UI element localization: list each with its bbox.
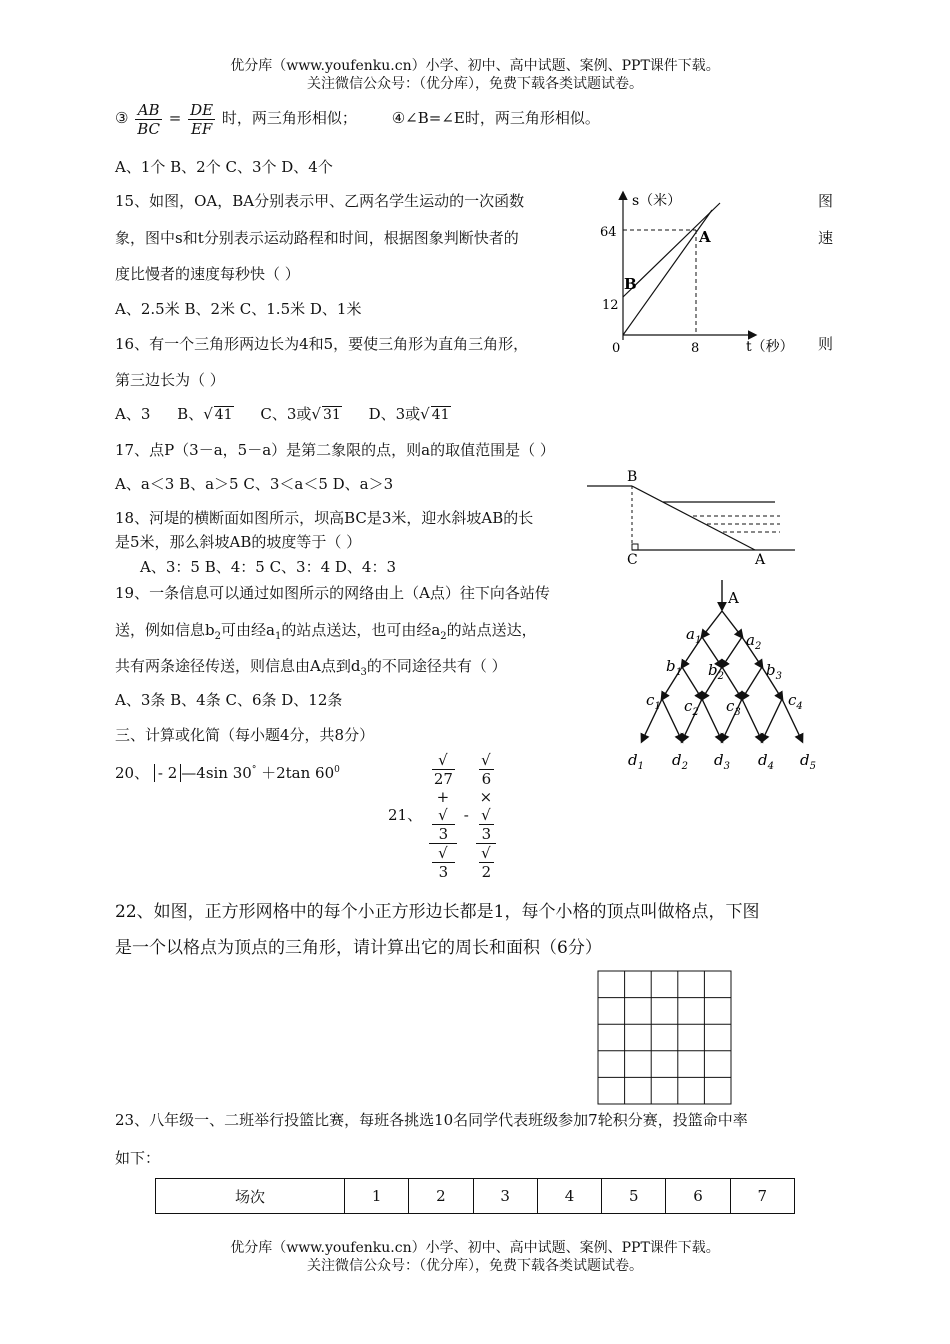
q15-line-1-tail: 图 [818,192,834,210]
node-b3: $b_3$ [766,661,782,682]
q21-fraction-2 [476,751,497,881]
q18-line-2: 是5米，那么斜坡AB的坡度等于（ ） [115,533,362,551]
node-d3: $d_3$ [714,751,730,772]
fraction-numerator [476,751,497,844]
q19-line-2 [115,620,537,647]
label-c: C [627,552,638,568]
q22-line-1: 22、如图，正方形网格中的每个小正方形边长都是1，每个小格的顶点叫做格点，下图 [115,902,760,922]
q20-expression [115,760,340,783]
fraction-denominator [476,844,497,881]
q14-item3-mark: ③ [115,109,129,127]
subscript: 1 [274,631,282,642]
fraction-numerator: AB [135,101,162,120]
fraction-ab-bc [135,101,162,138]
radicand: 27 [433,770,453,788]
text: 可由经a [220,621,275,639]
header-line-1: 优分库（www.youfenku.cn）小学、初中、高中试题、案例、PPT课件下载。 [230,58,720,74]
fraction-denominator: BC [137,119,161,138]
fraction-numerator [429,751,457,844]
sqrt-icon: √ [311,405,321,423]
network-diagram [620,575,830,780]
y-axis-label: s（米） [632,193,682,209]
section-3-title: 三、计算或化简（每小题4分，共8分） [115,726,375,744]
q16-line-1-tail: 则 [818,335,834,353]
footer-line-2: 关注微信公众号：（优分库），免费下载各类试题试卷。 [307,1258,643,1274]
q23-line-1: 23、八年级一、二班举行投篮比赛，每班各挑选10名同学代表班级参加7轮积分赛，投篮命中率 [115,1111,748,1129]
sqrt-icon: √ [438,844,448,862]
table-cell: 1 [345,1179,409,1214]
radicand: 3 [479,824,495,843]
q14-item3-tail: 时，两三角形相似； [221,109,357,127]
node-c4: $c_4$ [788,691,803,712]
minus: - [463,806,469,824]
subscript: 2 [440,631,447,642]
node-a-top: A [728,589,739,607]
table-cell: 7 [730,1179,794,1214]
table-row [156,1179,795,1214]
text: 共有两条途径传送，则信息由A点到d [115,657,361,675]
radicand: 31 [322,407,341,423]
q18-line-1: 18、河堤的横断面如图所示，坝高BC是3米，迎水斜坡AB的长 [115,509,534,527]
right-angle-mark [632,544,638,550]
radicand: 6 [479,769,495,788]
text: tan 60 [285,764,335,782]
q16-option-c: C、3或 [260,405,312,423]
sqrt-icon: √ [481,751,491,769]
node-b2: $b_2$ [708,661,724,682]
q17-options: A、a＜3 B、a＞5 C、3＜a＜5 D、a＞3 [115,475,394,493]
q19-line-1: 19、一条信息可以通过如图所示的网络由上（A点）往下向各站传 [115,584,550,602]
sqrt-icon: √ [481,844,491,862]
q15-options: A、2.5米 B、2米 C、1.5米 D、1米 [115,300,362,318]
q19-line-3 [115,656,507,683]
plus: + [436,788,450,806]
text: 送，例如信息b [115,621,215,639]
radicand: 2 [479,862,495,881]
node-c1: $c_1$ [646,691,661,712]
q15-line-2-tail: 速 [818,229,834,247]
q22-line-2: 是一个以格点为顶点的三角形，请计算出它的周长和面积（6分） [115,938,602,958]
q16-option-d: D、3或 [368,405,421,423]
q21-label: 21、 [388,806,423,824]
fraction-numerator: DE [190,100,214,119]
node-d1: $d_1$ [628,751,644,772]
point-a-label: A [699,228,711,246]
x-tick-8: 8 [691,341,700,356]
degree-icon: ° [251,765,257,775]
sqrt-icon: √ [438,806,448,824]
sqrt-icon: √ [203,405,213,423]
subscript: 3 [360,667,367,678]
label-a: A [755,552,766,568]
radicand: 41 [431,407,450,423]
q19-options: A、3条 B、4条 C、6条 D、12条 [115,691,343,709]
degree-superscript: 0 [334,765,340,775]
table-cell: 6 [666,1179,730,1214]
q15-line-2: 象，图中s和t分别表示运动路程和时间，根据图象判断快者的 [115,229,519,247]
table-cell: 3 [473,1179,537,1214]
point-b-label: B [624,275,637,293]
footer-line-1: 优分库（www.youfenku.cn）小学、初中、高中试题、案例、PPT课件下载。 [230,1240,720,1256]
y-tick-64: 64 [600,225,617,240]
fraction-denominator [429,844,457,881]
node-d5: $d_5$ [800,751,816,772]
times: × [479,788,493,806]
q16-options [115,404,451,424]
text: 的站点送达，也可由经a [281,621,441,639]
sqrt-icon: √ [438,751,448,769]
fraction-de-ef [188,101,215,138]
label-b: B [627,469,638,485]
q21-fraction-1 [429,751,457,881]
node-c2: $c_2$ [684,697,699,718]
q16-option-b: B、 [177,405,204,423]
radicand: 3 [432,824,455,843]
text: —4 [181,764,206,782]
equals-sign: = [168,109,182,127]
table-cell: 2 [409,1179,473,1214]
q18-options: A、3：5 B、4：5 C、3：4 D、4：3 [140,558,397,576]
q20-label: 20、 [115,764,150,782]
q17-line-1: 17、点P（3－a，5－a）是第二象限的点，则a的取值范围是（ ） [115,441,555,459]
text: ＋2 [261,764,286,782]
radicand: 41 [214,407,233,423]
q23-line-2: 如下： [115,1149,161,1167]
header-line-2: 关注微信公众号：（优分库），免费下载各类试题试卷。 [307,76,643,92]
q14-items [115,100,600,138]
node-b1: $b_1$ [666,657,682,678]
slope-ab [632,486,755,550]
q14-item4: ④∠B=∠E时，两三角形相似。 [391,109,600,127]
q16-line-1: 16、有一个三角形两边长为4和5，要使三角形为直角三角形， [115,335,529,353]
fraction-denominator: EF [190,119,213,138]
origin-label: 0 [612,341,621,356]
score-table [155,1178,795,1214]
node-c3: $c_3$ [726,697,741,718]
q15-line-1: 15、如图，OA，BA分别表示甲、乙两名学生运动的一次函数 [115,192,525,210]
table-cell: 4 [537,1179,601,1214]
q21-expression [388,751,498,881]
sqrt-icon: √ [481,806,491,824]
q15-line-3: 度比慢者的速度每秒快（ ） [115,265,300,283]
distance-time-graph [590,185,805,360]
table-cell: 场次 [156,1179,345,1214]
q16-line-2: 第三边长为（ ） [115,371,225,389]
x-axis-label: t（秒） [746,339,794,355]
y-tick-12: 12 [602,298,619,313]
subscript: 2 [214,631,221,642]
q14-options: A、1个 B、2个 C、3个 D、4个 [115,158,333,176]
node-a1: $a_1$ [686,625,702,646]
sqrt-icon: √ [420,405,430,423]
table-cell: 5 [602,1179,666,1214]
square-grid [597,970,733,1106]
absolute-value: - 2 [154,764,181,782]
dam-cross-section [585,466,800,568]
line-ba [623,203,720,297]
text: sin 30 [205,764,252,782]
text: 的站点送达， [446,621,537,639]
text: 的不同途径共有（ ） [366,657,507,675]
q16-option-a: A、3 [115,405,151,423]
node-d2: $d_2$ [672,751,688,772]
node-d4: $d_4$ [758,751,774,772]
node-a2: $a_2$ [746,631,762,652]
radicand: 3 [432,862,455,881]
